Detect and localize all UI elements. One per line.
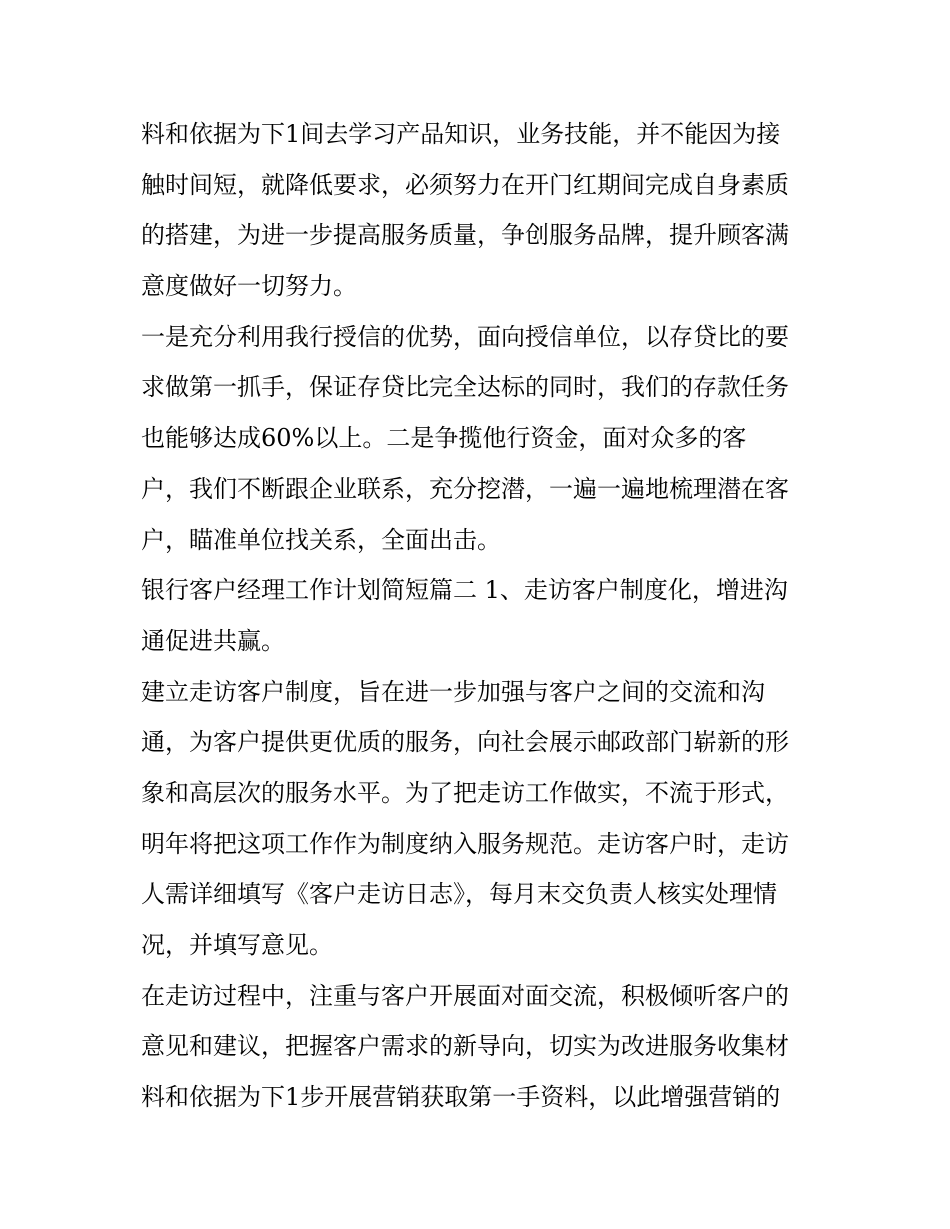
text-line: 求做第一抓手，保证存贷比完全达标的同时，我们的存款任务 (141, 373, 789, 402)
text-line: 意见和建议，把握客户需求的新导向，切实为改进服务收集材 (141, 1032, 789, 1061)
text-line: 的搭建，为进一步提高服务质量，争创服务品牌，提升顾客满 (141, 221, 789, 250)
text-line: 象和高层次的服务水平。为了把走访工作做实，不流于形式， (141, 778, 789, 807)
text-line: 建立走访客户制度，旨在进一步加强与客户之间的交流和沟 (141, 677, 765, 706)
text-line: 户，我们不断跟企业联系，充分挖潜，一遍一遍地梳理潜在客 (141, 474, 789, 503)
text-line: 在走访过程中，注重与客户开展面对面交流，积极倾听客户的 (141, 981, 789, 1010)
text-line: 明年将把这项工作作为制度纳入服务规范。走访客户时，走访 (141, 829, 789, 858)
text-line: 也能够达成60%以上。二是争揽他行资金，面对众多的客 (141, 424, 747, 453)
paragraph-1 (141, 109, 813, 312)
text-line: 料和依据为下1间去学习产品知识，业务技能，并不能因为接 (141, 120, 781, 148)
text-line: 触时间短，就降低要求，必须努力在开门红期间完成自身素质 (141, 170, 789, 199)
text-line: 人需详细填写《客户走访日志》，每月末交负责人核实处理情 (141, 880, 777, 909)
text-line: 况，并填写意见。 (141, 931, 333, 959)
text-line: 户，瞄准单位找关系，全面出击。 (141, 525, 501, 554)
paragraph-3 (141, 565, 813, 666)
document-body (141, 109, 813, 1123)
text-line: 通，为客户提供更优质的服务，向社会展示邮政部门崭新的形 (141, 728, 789, 757)
paragraph-5 (141, 971, 813, 1123)
text-line: 意度做好一切努力。 (141, 272, 357, 301)
text-line: 料和依据为下1步开展营销获取第一手资料，以此增强营销的 (141, 1083, 781, 1112)
text-line: 通促进共赢。 (141, 626, 285, 655)
paragraph-2 (141, 312, 813, 565)
text-line: 银行客户经理工作计划简短篇二 1、走访客户制度化，增进沟 (141, 576, 788, 605)
paragraph-4 (141, 667, 813, 971)
text-line: 一是充分利用我行授信的优势，面向授信单位，以存贷比的要 (141, 322, 789, 351)
